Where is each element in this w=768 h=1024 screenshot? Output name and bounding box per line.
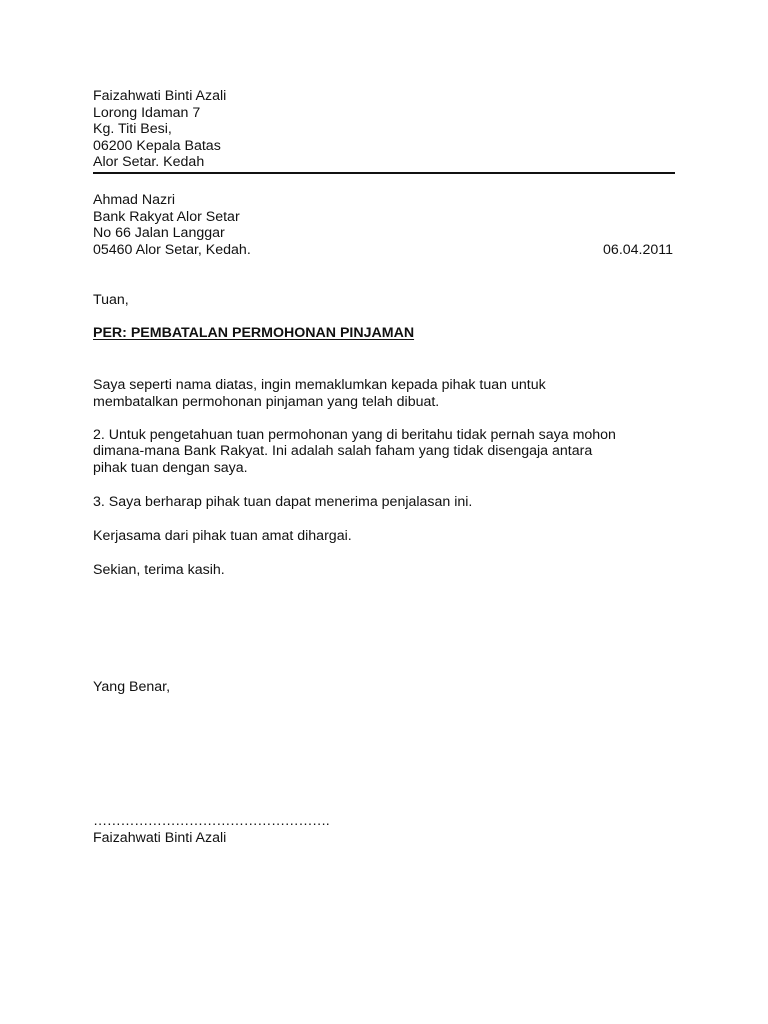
recipient-address-line: 05460 Alor Setar, Kedah. [93,242,251,258]
signature-line: ……………………………………………. [93,813,330,829]
body-line: pihak tuan dengan saya. [93,460,248,476]
body-line: 2. Untuk pengetahuan tuan permohonan yang di beritahu tidak pernah saya mohon [93,427,616,443]
sender-address-line: Alor Setar. Kedah [93,154,205,170]
letter-subject: PER: PEMBATALAN PERMOHONAN PINJAMAN [93,325,415,341]
body-line: Saya seperti nama diatas, ingin memaklumkan kepada pihak tuan untuk [93,377,546,393]
letter-date: 06.04.2011 [603,242,673,258]
header-divider [93,172,675,174]
recipient-address-line: Bank Rakyat Alor Setar [93,209,240,225]
sender-address-line: 06200 Kepala Batas [93,138,221,154]
body-line: dimana-mana Bank Rakyat. Ini adalah salah faham yang tidak disengaja antara [93,443,593,459]
body-paragraph: Sekian, terima kasih. [93,562,225,578]
recipient-address-line: No 66 Jalan Langgar [93,225,225,241]
body-paragraph: 3. Saya berharap pihak tuan dapat menerima penjalasan ini. [93,494,473,510]
closing: Yang Benar, [93,679,171,695]
recipient-name: Ahmad Nazri [93,192,176,208]
signature-name: Faizahwati Binti Azali [93,830,227,846]
salutation: Tuan, [93,292,129,308]
sender-name: Faizahwati Binti Azali [93,88,227,104]
sender-address-line: Lorong Idaman 7 [93,105,201,121]
body-paragraph: Kerjasama dari pihak tuan amat dihargai. [93,528,352,544]
sender-address-line: Kg. Titi Besi, [93,121,172,137]
body-line: membatalkan permohonan pinjaman yang telah dibuat. [93,394,440,410]
